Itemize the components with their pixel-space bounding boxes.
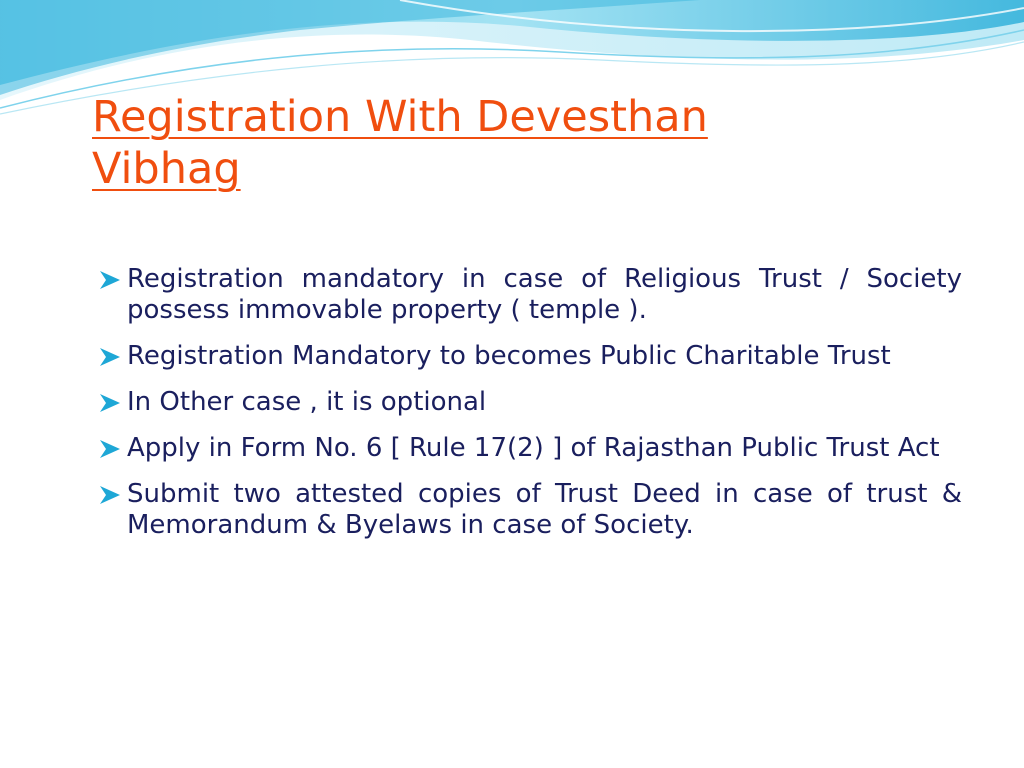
bullet-text: Apply in Form No. 6 [ Rule 17(2) ] of Rajasthan Public Trust Act (127, 433, 940, 463)
bullet-text: Registration Mandatory to becomes Public Charitable Trust (127, 341, 891, 371)
bullet-item (98, 433, 962, 464)
bullet-item (98, 479, 962, 541)
bullet-text: In Other case , it is optional (127, 387, 487, 417)
bullet-list (98, 264, 962, 556)
bullet-item (98, 387, 962, 418)
bullet-text: Submit two attested copies of Trust Deed in case of trust & Memorandum & Byelaws in case of Society. (127, 479, 962, 540)
arrow-bullet-icon (98, 438, 122, 460)
arrow-bullet-icon (98, 346, 122, 368)
arrow-bullet-icon (98, 392, 122, 414)
arrow-bullet-icon (98, 484, 122, 506)
slide-title: Registration With Devesthan Vibhag (92, 92, 708, 194)
bullet-item (98, 264, 962, 326)
arrow-bullet-icon (98, 269, 122, 291)
bullet-text: Registration mandatory in case of Religious Trust / Society possess immovable property ( temple ). (127, 264, 962, 325)
bullet-item (98, 341, 962, 372)
